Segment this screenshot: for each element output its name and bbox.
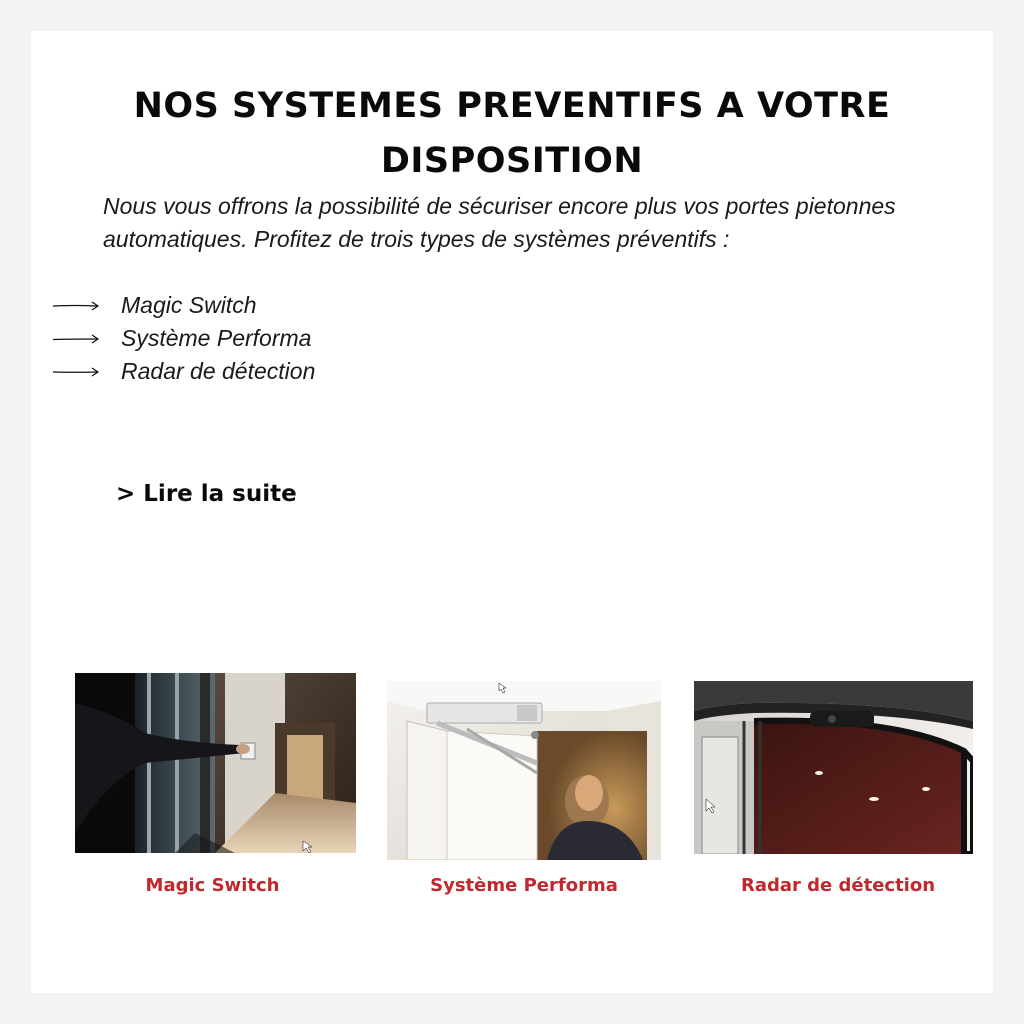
arrow-right-icon [52, 300, 100, 312]
page-title [31, 79, 993, 189]
list-item-label: Magic Switch [121, 292, 257, 318]
systeme-performa-caption[interactable]: Système Performa [430, 875, 618, 896]
read-more-link[interactable]: > Lire la suite [116, 481, 297, 507]
list-item [52, 322, 315, 355]
arrow-right-icon [52, 366, 100, 378]
list-item-label: Système Performa [121, 325, 312, 351]
systems-list [52, 289, 315, 388]
page-title-line-1: NOS SYSTEMES PREVENTIFS A VOTRE [133, 86, 891, 126]
list-item-label: Radar de détection [121, 358, 316, 384]
content-card [31, 31, 993, 993]
magic-switch-image[interactable] [75, 673, 356, 853]
list-item [52, 355, 315, 388]
page-title-line-2: DISPOSITION [380, 141, 644, 181]
radar-detection-caption[interactable]: Radar de détection [740, 875, 936, 896]
magic-switch-caption[interactable]: Magic Switch [145, 875, 280, 896]
intro-paragraph: Nous vous offrons la possibilité de sécuriser encore plus vos portes pietonnes automatiques. Profitez de trois types de systèmes préventifs : [103, 193, 896, 252]
arrow-right-icon [52, 333, 100, 345]
radar-detection-image[interactable] [694, 681, 973, 854]
systeme-performa-image[interactable] [387, 681, 661, 860]
list-item [52, 289, 315, 322]
